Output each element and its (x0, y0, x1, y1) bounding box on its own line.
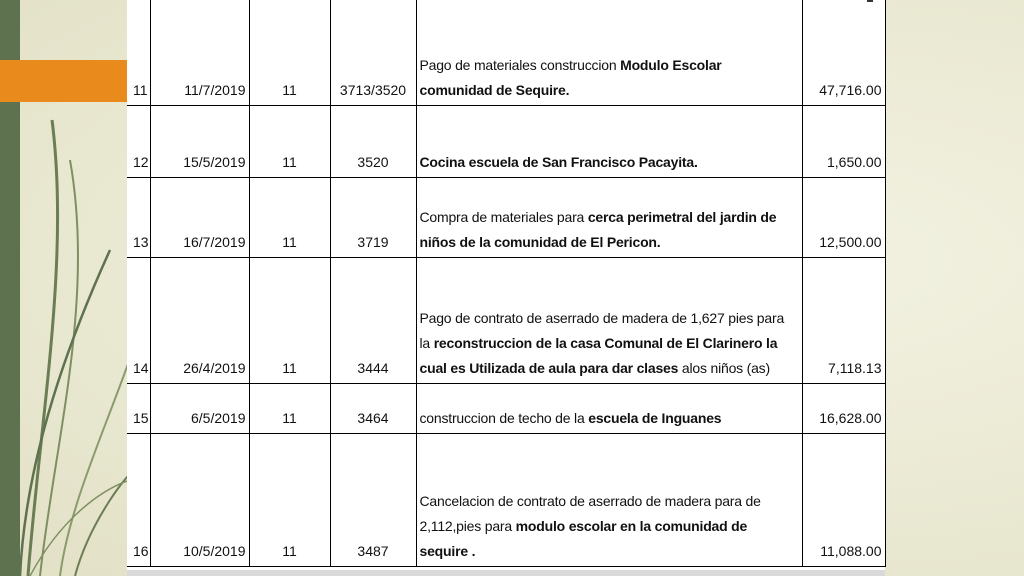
description-text: alos niños (as) (678, 359, 770, 376)
amount-cell: 16,628.00 (802, 383, 885, 433)
description-cell (416, 383, 802, 433)
row-number-cell: 16 (127, 433, 150, 566)
date-cell: 16/7/2019 (150, 177, 249, 257)
date-cell: 6/5/2019 (150, 383, 249, 433)
date-cell: 15/5/2019 (150, 105, 249, 177)
date-cell: 11/7/2019 (150, 0, 249, 105)
document-number-cell: 3444 (330, 257, 416, 383)
description-cell (416, 433, 802, 566)
description-text: la (419, 334, 434, 351)
amount-cell: 7,118.13 (802, 257, 885, 383)
table-row (127, 105, 885, 177)
table-row (127, 433, 885, 566)
document-number-cell: 3464 (330, 383, 416, 433)
description-text: 2,112,pies para (419, 517, 516, 534)
table-row (127, 177, 885, 257)
description-bold-text: modulo escolar en la comunidad de (515, 517, 748, 534)
code-cell: 11 (249, 177, 330, 257)
description-text: Pago de materiales construccion (419, 56, 621, 73)
amount-cell: 1,650.00 (802, 105, 885, 177)
amount-cell: 12,500.00 (802, 177, 885, 257)
description-bold-text: cerca perimetral del jardin de (587, 208, 777, 225)
description-bold-text: reconstruccion de la casa Comunal de El Clarinero la (433, 334, 778, 351)
row-number-cell: 15 (127, 383, 150, 433)
description-text: Pago de contrato de aserrado de madera de 1,627 pies para (419, 309, 785, 326)
row-number-cell: 12 (127, 105, 150, 177)
document-number-cell: 3487 (330, 433, 416, 566)
description-cell (416, 257, 802, 383)
description-cell (416, 105, 802, 177)
description-cell (416, 177, 802, 257)
row-number-cell: 14 (127, 257, 150, 383)
spreadsheet-excerpt (127, 0, 885, 570)
code-cell: 11 (249, 0, 330, 105)
date-cell: 26/4/2019 (150, 257, 249, 383)
description-text: Cancelacion de contrato de aserrado de madera para de (419, 492, 761, 509)
row-number-cell: 13 (127, 177, 150, 257)
top-tick-mark (867, 0, 873, 2)
expenses-table (127, 0, 886, 567)
description-cell (416, 0, 802, 105)
description-bold-text: Cocina escuela de San Francisco Pacayita. (419, 153, 698, 170)
code-cell: 11 (249, 105, 330, 177)
date-cell: 10/5/2019 (150, 433, 249, 566)
orange-accent-tab (0, 60, 128, 102)
code-cell: 11 (249, 433, 330, 566)
document-number-cell: 3713/3520 (330, 0, 416, 105)
description-bold-text: niños de la comunidad de El Pericon. (419, 233, 661, 250)
amount-cell: 47,716.00 (802, 0, 885, 105)
description-bold-text: comunidad de Sequire. (419, 81, 570, 98)
table-row (127, 257, 885, 383)
table-row (127, 0, 885, 105)
description-bold-text: escuela de Inguanes (588, 409, 722, 426)
row-number-cell: 11 (127, 0, 150, 105)
code-cell: 11 (249, 383, 330, 433)
document-number-cell: 3520 (330, 105, 416, 177)
description-bold-text: Modulo Escolar (620, 56, 722, 73)
description-bold-text: sequire . (419, 542, 476, 559)
table-row (127, 383, 885, 433)
description-bold-text: cual es Utilizada de aula para dar clases (419, 359, 679, 376)
description-text: construccion de techo de la (419, 409, 589, 426)
description-text: Compra de materiales para (419, 208, 588, 225)
code-cell: 11 (249, 257, 330, 383)
document-number-cell: 3719 (330, 177, 416, 257)
amount-cell: 11,088.00 (802, 433, 885, 566)
